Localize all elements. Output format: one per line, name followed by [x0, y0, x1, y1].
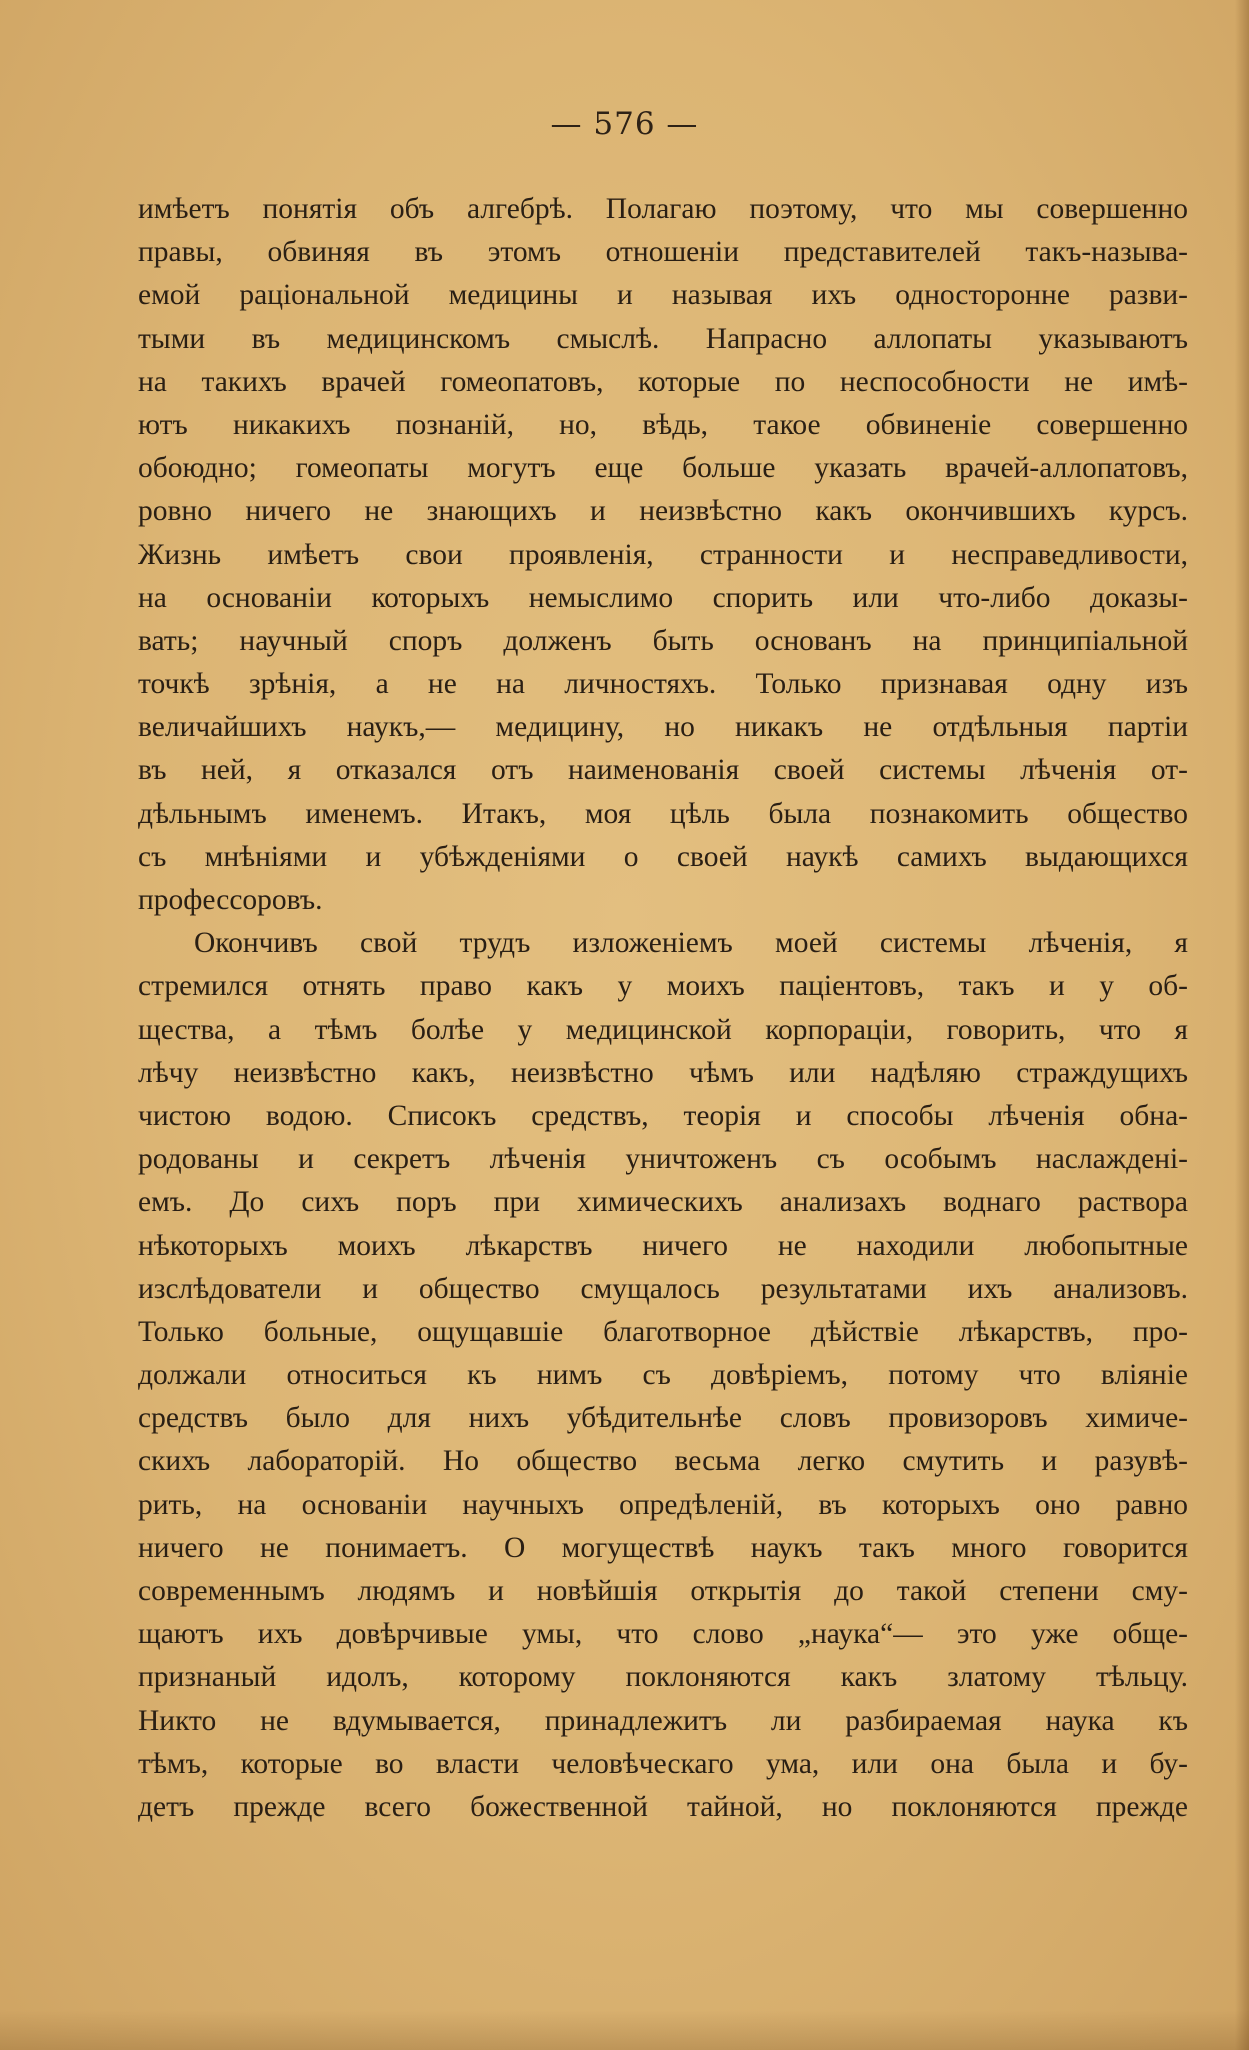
text-line: лѣчу неизвѣстно какъ, неизвѣстно чѣмъ или надѣляю страждущихъ	[138, 1056, 1188, 1089]
text-line: Никто не вдумывается, принадлежитъ ли разбираемая наука къ	[138, 1704, 1188, 1737]
text-line: на основаніи которыхъ немыслимо спорить или что-либо доказы-	[138, 581, 1188, 614]
text-line: детъ прежде всего божественной тайной, но поклоняются прежде	[138, 1790, 1188, 1823]
text-line: ничего не понимаетъ. О могуществѣ наукъ такъ много говорится	[138, 1531, 1188, 1564]
text-line: емой раціональной медицины и называя ихъ односторонне разви-	[138, 279, 1188, 312]
text-line: въ ней, я отказался отъ наименованія своей системы лѣченія от-	[138, 754, 1188, 787]
text-line: признаный идолъ, которому поклоняются какъ златому тѣльцу.	[138, 1661, 1188, 1694]
text-line: правы, обвиняя въ этомъ отношеніи представителей такъ-называ-	[138, 236, 1188, 269]
page-edge-shadow-bottom	[0, 2010, 1249, 2050]
text-line: ютъ никакихъ познаній, но, вѣдь, такое обвиненіе совершенно	[138, 408, 1188, 441]
text-line: точкѣ зрѣнія, а не на личностяхъ. Только признавая одну изъ	[138, 668, 1188, 701]
text-line: скихъ лабораторій. Но общество весьма легко смутить и разувѣ-	[138, 1445, 1188, 1478]
text-line: должали относиться къ нимъ съ довѣріемъ, потому что вліяніе	[138, 1359, 1188, 1392]
text-line: на такихъ врачей гомеопатовъ, которые по неспособности не имѣ-	[138, 365, 1188, 398]
text-body	[138, 188, 1188, 1829]
text-line: Только больные, ощущавшіе благотворное дѣйствіе лѣкарствъ, про-	[138, 1315, 1188, 1348]
text-line: дѣльнымъ именемъ. Итакъ, моя цѣль была познакомить общество	[138, 797, 1188, 830]
text-line: тѣмъ, которые во власти человѣческаго ума, или она была и бу-	[138, 1747, 1188, 1780]
text-line: вать; научный споръ долженъ быть основанъ на принципіальной	[138, 624, 1188, 657]
text-line: обоюдно; гомеопаты могутъ еще больше указать врачей-аллопатовъ,	[138, 452, 1188, 485]
text-line: имѣетъ понятія объ алгебрѣ. Полагаю поэтому, что мы совершенно	[138, 193, 1188, 225]
text-line: стремился отнять право какъ у моихъ паціентовъ, такъ и у об-	[138, 970, 1188, 1003]
text-line: щества, а тѣмъ болѣе у медицинской корпораціи, говорить, что я	[138, 1013, 1188, 1046]
text-line: величайшихъ наукъ,— медицину, но никакъ не отдѣльныя партіи	[138, 711, 1188, 744]
text-line: современнымъ людямъ и новѣйшія открытія до такой степени сму-	[138, 1575, 1188, 1607]
paragraph-start-line: Окончивъ свой трудъ изложеніемъ моей системы лѣченія, я	[194, 927, 1188, 960]
text-line: емъ. До сихъ поръ при химическихъ анализахъ воднаго раствора	[138, 1186, 1188, 1219]
text-line: Жизнь имѣетъ свои проявленія, странности и несправедливости,	[138, 538, 1188, 571]
text-line: нѣкоторыхъ моихъ лѣкарствъ ничего не находили любопытные	[138, 1229, 1188, 1262]
text-line: щаютъ ихъ довѣрчивые умы, что слово „наука“— это уже обще-	[138, 1618, 1188, 1651]
text-line: ровно ничего не знающихъ и неизвѣстно какъ окончившихъ курсъ.	[138, 495, 1188, 528]
page-edge-shadow-right	[1235, 0, 1249, 2050]
text-line: изслѣдователи и общество смущалось результатами ихъ анализовъ.	[138, 1272, 1188, 1305]
text-line: тыми въ медицинскомъ смыслѣ. Напрасно аллопаты указываютъ	[138, 322, 1188, 355]
text-line: родованы и секретъ лѣченія уничтоженъ съ особымъ наслажденi-	[138, 1143, 1188, 1176]
page-number: — 576 —	[550, 106, 699, 142]
text-line: средствъ было для нихъ убѣдительнѣе словъ провизоровъ химиче-	[138, 1402, 1188, 1435]
text-line: рить, на основаніи научныхъ опредѣленій, въ которыхъ оно равно	[138, 1488, 1188, 1521]
text-line: чистою водою. Списокъ средствъ, теорія и способы лѣченія обна-	[138, 1099, 1188, 1132]
paragraph-end-line: профессоровъ.	[138, 884, 323, 916]
text-line: съ мнѣніями и убѣжденіями о своей наукѣ самихъ выдающихся	[138, 840, 1188, 873]
